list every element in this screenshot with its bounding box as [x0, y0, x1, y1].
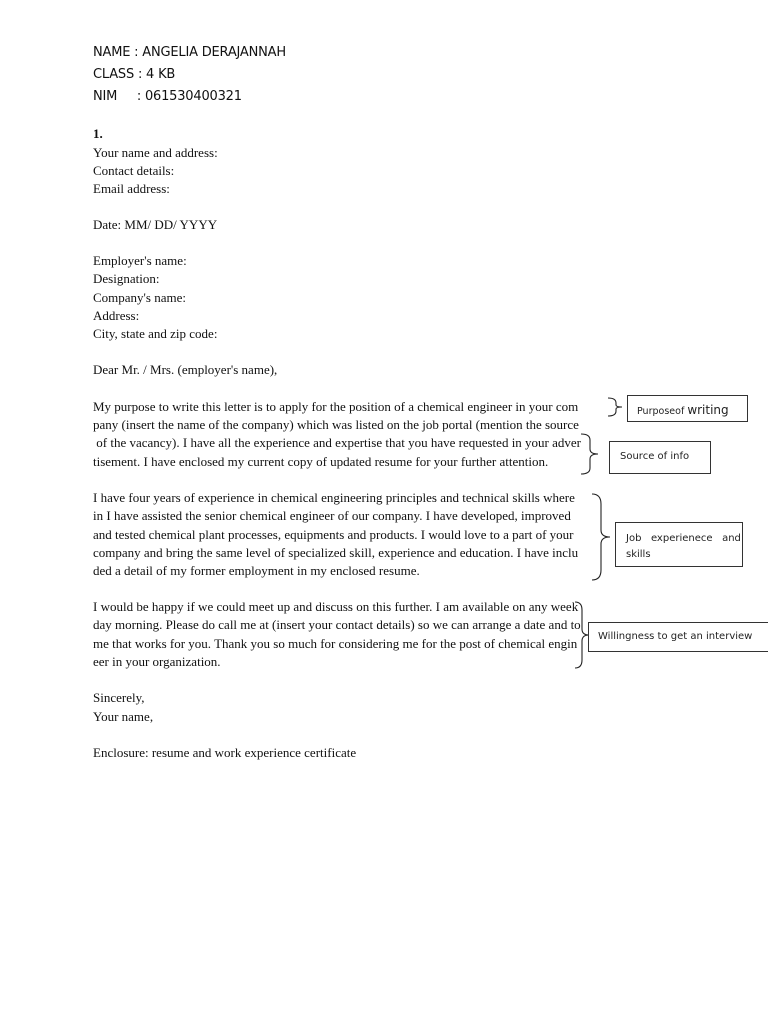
sender-contact: Contact details:	[93, 163, 175, 178]
brace-icon	[578, 432, 602, 476]
closing-your-name: Your name,	[93, 709, 154, 724]
para1-line: tisement. I have enclosed my current copy of updated resume for your further attention.	[93, 454, 549, 469]
student-name: NAME : ANGELIA DERAJANNAH	[93, 45, 286, 60]
para1-line: My purpose to write this letter is to apply for the position of a chemical engineer in your com	[93, 399, 579, 414]
employer-city: City, state and zip code:	[93, 326, 218, 341]
para3-line: me that works for you. Thank you so much for considering me for the post of chemical engin	[93, 636, 578, 651]
annotation-willingness	[588, 622, 768, 652]
employer-name: Employer's name:	[93, 253, 187, 268]
annotation-willingness-label: Willingness to get an interview	[598, 631, 753, 642]
brace-icon	[588, 492, 614, 582]
para3-line: I would be happy if we could meet up and discuss on this further. I am available on any week	[93, 599, 579, 614]
employer-designation: Designation:	[93, 271, 160, 286]
sender-email: Email address:	[93, 181, 170, 196]
annotation-purpose	[627, 395, 748, 422]
enclosure-line: Enclosure: resume and work experience certificate	[93, 745, 357, 760]
annotation-job-experience	[615, 522, 743, 567]
brace-icon	[606, 396, 626, 418]
student-class: CLASS : 4 KB	[93, 67, 176, 82]
student-nim: NIM : 061530400321	[93, 89, 242, 104]
para2-line: I have four years of experience in chemical engineering principles and technical skills where	[93, 490, 575, 505]
annotation-job-line1: Job experienece and	[626, 533, 741, 544]
para1-line: pany (insert the name of the company) which was listed on the job portal (mention the source	[93, 417, 579, 432]
salutation: Dear Mr. / Mrs. (employer's name),	[93, 362, 278, 377]
letter-date: Date: MM/ DD/ YYYY	[93, 217, 218, 232]
annotation-source-label: Source of info	[620, 451, 690, 462]
para1-line: of the vacancy). I have all the experience and expertise that you have requested in your adver	[93, 435, 582, 450]
closing-sincerely: Sincerely,	[93, 690, 145, 705]
para2-line: and tested chemical plant processes, equipments and products. I would love to a part of your	[93, 527, 574, 542]
para3-line: eer in your organization.	[93, 654, 221, 669]
employer-company: Company's name:	[93, 290, 186, 305]
para2-line: company and bring the same level of specialized skill, experience and education. I have inclu	[93, 545, 579, 560]
employer-address: Address:	[93, 308, 140, 323]
question-number: 1.	[93, 126, 103, 141]
annotation-purpose-label: Purposeof	[637, 406, 688, 417]
annotation-job-line2: skills	[626, 549, 651, 560]
sender-name-address: Your name and address:	[93, 145, 218, 160]
para2-line: ded a detail of my former employment in my enclosed resume.	[93, 563, 420, 578]
annotation-source	[609, 441, 711, 474]
para3-line: day morning. Please do call me at (insert your contact details) so we can arrange a date and to	[93, 617, 581, 632]
para2-line: in I have assisted the senior chemical engineer of our company. I have developed, improved	[93, 508, 571, 523]
annotation-purpose-word: writing	[687, 403, 729, 417]
